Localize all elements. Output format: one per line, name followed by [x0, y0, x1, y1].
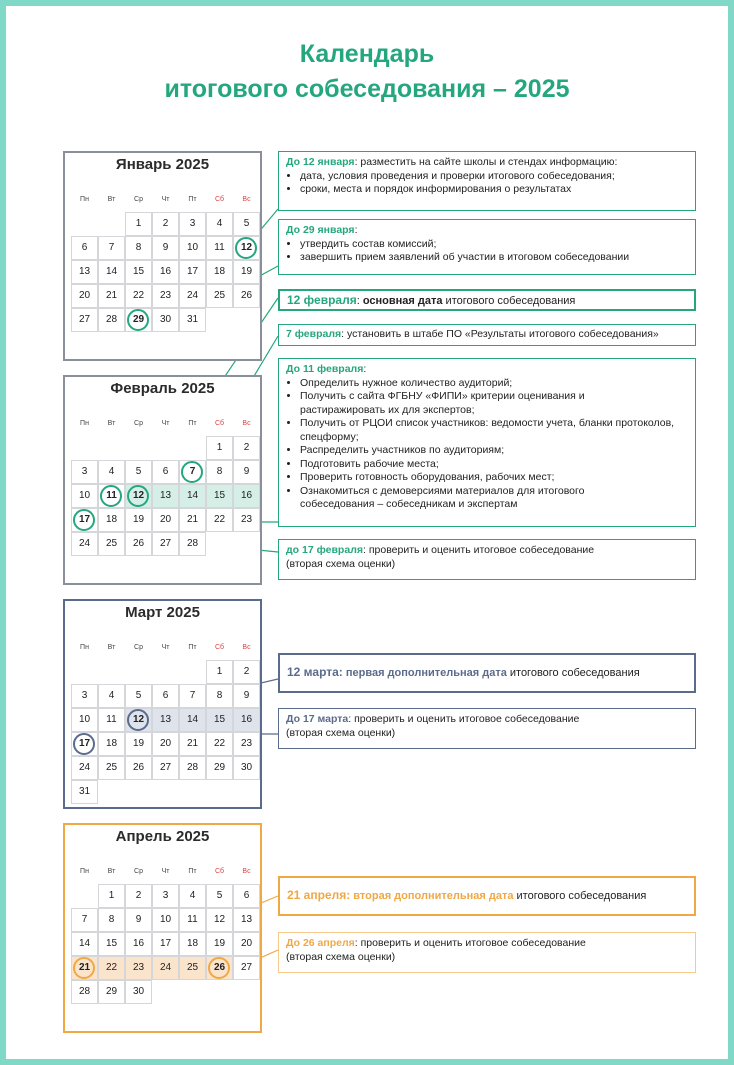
- day-cell: 29: [206, 756, 233, 780]
- day-cell: 11: [206, 236, 233, 260]
- note-apr26-line2: (вторая схема оценки): [286, 950, 396, 963]
- day-cell: 6: [152, 460, 179, 484]
- day-cell: 30: [152, 308, 179, 332]
- day-cell: 4: [179, 884, 206, 908]
- day-cell: 13: [152, 708, 179, 732]
- day-cell: 16: [125, 932, 152, 956]
- weekday-label: Вс: [242, 644, 251, 651]
- day-cell: 29: [98, 980, 125, 1004]
- day-cell: 8: [206, 460, 233, 484]
- note-feb7-text: : установить в штабе ПО «Результаты итогового собеседования»: [341, 328, 659, 340]
- calendar-title: Январь 2025: [115, 156, 210, 173]
- day-cell: 10: [71, 708, 98, 732]
- note-feb11-item: • Проверить готовность оборудования, рабочих мест;: [300, 471, 688, 485]
- day-cell: 9: [233, 684, 260, 708]
- note-jan29-item: • завершить прием заявлений об участии в итоговом собеседовании: [300, 251, 688, 265]
- day-cell: 13: [233, 908, 260, 932]
- weekday-label: Ср: [134, 196, 143, 203]
- day-cell: 25: [98, 756, 125, 780]
- note-apr21-text: итогового собеседования: [513, 890, 647, 902]
- day-cell: 22: [98, 956, 125, 980]
- note-feb11-item: • Подготовить рабочие места;: [300, 458, 688, 472]
- day-cell: 26: [206, 956, 233, 980]
- day-circle-marker: [127, 709, 149, 731]
- day-cell: 18: [206, 260, 233, 284]
- day-circle-marker: [235, 237, 257, 259]
- weekday-label: Вт: [107, 868, 116, 875]
- weekday-label: Вс: [242, 868, 251, 875]
- day-cell: 22: [206, 732, 233, 756]
- day-cell: 22: [206, 508, 233, 532]
- weekday-label: Вс: [242, 420, 251, 427]
- note-feb11-item: • Получить с сайта ФГБНУ «ФИПИ» критерии оценивания и растиражировать их для экспертов;: [300, 390, 620, 417]
- day-cell: 12: [206, 908, 233, 932]
- day-cell: 7: [179, 460, 206, 484]
- day-cell: 24: [71, 756, 98, 780]
- day-cell: 15: [98, 932, 125, 956]
- day-cell: 19: [125, 732, 152, 756]
- day-cell: 10: [152, 908, 179, 932]
- day-cell: 11: [98, 484, 125, 508]
- note-feb12-head: 12 февраля: [287, 293, 357, 307]
- day-cell: 25: [98, 532, 125, 556]
- day-cell: 9: [233, 460, 260, 484]
- day-cell: 27: [152, 532, 179, 556]
- day-cell: 17: [152, 932, 179, 956]
- weekday-label: Ср: [134, 420, 143, 427]
- page-title-line2: итогового собеседования – 2025: [164, 75, 570, 103]
- day-cell: 7: [179, 684, 206, 708]
- day-cell: 20: [233, 932, 260, 956]
- day-cell: 10: [71, 484, 98, 508]
- weekday-label: Сб: [214, 420, 225, 427]
- note-feb7: [278, 324, 696, 346]
- day-cell: 20: [152, 508, 179, 532]
- day-cell: 6: [152, 684, 179, 708]
- day-cell: 19: [206, 932, 233, 956]
- day-cell: 29: [125, 308, 152, 332]
- day-cell: 1: [206, 660, 233, 684]
- day-cell: 1: [206, 436, 233, 460]
- day-cell: 4: [206, 212, 233, 236]
- note-feb11-item: • Определить нужное количество аудиторий;: [300, 377, 688, 391]
- day-cell: 14: [179, 484, 206, 508]
- day-cell: 2: [152, 212, 179, 236]
- day-cell: 13: [71, 260, 98, 284]
- weekday-label: Ср: [134, 868, 143, 875]
- day-cell: 4: [98, 684, 125, 708]
- day-cell: 22: [125, 284, 152, 308]
- note-jan12-item: • сроки, места и порядок информирования о результатах: [300, 183, 688, 197]
- calendar-february: [63, 375, 262, 585]
- note-jan12-item: • дата, условия проведения и проверки итогового собеседования;: [300, 170, 688, 184]
- note-mar17-head: До 17 марта: [286, 713, 349, 725]
- day-cell: 9: [152, 236, 179, 260]
- day-cell: 24: [71, 532, 98, 556]
- day-cell: 12: [125, 708, 152, 732]
- day-cell: 16: [233, 484, 260, 508]
- day-cell: 11: [179, 908, 206, 932]
- day-cell: 3: [179, 212, 206, 236]
- note-jan12-text: : разместить на сайте школы и стендах информацию:: [354, 156, 618, 168]
- day-cell: 25: [206, 284, 233, 308]
- weekday-label: Вт: [107, 196, 116, 203]
- note-mar17: [278, 708, 696, 749]
- note-feb11-item: • Распределить участников по аудиториям;: [300, 444, 688, 458]
- weekday-label: Вт: [107, 420, 116, 427]
- day-cell: 16: [152, 260, 179, 284]
- calendar-january: [63, 151, 262, 361]
- day-cell: 19: [233, 260, 260, 284]
- day-cell: 6: [71, 236, 98, 260]
- day-cell: 24: [179, 284, 206, 308]
- calendar-title: Апрель 2025: [115, 828, 210, 845]
- day-cell: 17: [71, 732, 98, 756]
- note-feb17-text: : проверить и оценить итоговое собеседование: [363, 544, 595, 556]
- day-cell: 21: [98, 284, 125, 308]
- day-cell: 30: [233, 756, 260, 780]
- day-cell: 10: [179, 236, 206, 260]
- day-cell: 15: [125, 260, 152, 284]
- note-feb17-line2: (вторая схема оценки): [286, 557, 396, 570]
- day-circle-marker: [208, 957, 230, 979]
- weekday-label: Вс: [242, 196, 251, 203]
- day-cell: 15: [206, 484, 233, 508]
- note-feb11-text: :: [363, 363, 367, 375]
- note-apr26-head: До 26 апреля: [286, 937, 355, 949]
- note-jan29-item: • утвердить состав комиссий;: [300, 238, 688, 252]
- day-cell: 7: [98, 236, 125, 260]
- day-cell: 14: [71, 932, 98, 956]
- note-mar12-bold: первая дополнительная дата: [342, 667, 507, 679]
- day-cell: 4: [98, 460, 125, 484]
- weekday-label: Пн: [80, 196, 89, 203]
- note-mar17-line2: (вторая схема оценки): [286, 726, 396, 739]
- note-apr21-bold: вторая дополнительная дата: [350, 890, 514, 902]
- note-mar12-head: 12 марта:: [287, 665, 343, 679]
- day-cell: 14: [179, 708, 206, 732]
- day-cell: 3: [71, 684, 98, 708]
- day-cell: 5: [125, 460, 152, 484]
- page-title-line1: Календарь: [299, 40, 435, 68]
- weekday-label: Вт: [107, 644, 116, 651]
- day-cell: 2: [233, 436, 260, 460]
- weekday-label: Пн: [80, 868, 89, 875]
- day-cell: 24: [152, 956, 179, 980]
- note-jan12: [278, 151, 696, 211]
- weekday-label: Чт: [161, 420, 170, 427]
- day-cell: 30: [125, 980, 152, 1004]
- day-cell: 5: [233, 212, 260, 236]
- day-circle-marker: [100, 485, 122, 507]
- day-cell: 28: [71, 980, 98, 1004]
- day-cell: 28: [179, 532, 206, 556]
- day-cell: 14: [98, 260, 125, 284]
- day-cell: 23: [152, 284, 179, 308]
- note-apr26: [278, 932, 696, 973]
- day-cell: 12: [125, 484, 152, 508]
- day-circle-marker: [127, 309, 149, 331]
- weekday-label: Пт: [188, 868, 197, 875]
- day-cell: 26: [125, 756, 152, 780]
- day-cell: 1: [98, 884, 125, 908]
- calendar-april: [63, 823, 262, 1033]
- note-feb17-head: до 17 февраля: [286, 544, 363, 556]
- weekday-label: Чт: [161, 644, 170, 651]
- weekday-label: Сб: [214, 196, 225, 203]
- day-cell: 13: [152, 484, 179, 508]
- note-feb12-text: итогового собеседования: [442, 295, 576, 307]
- weekday-label: Ср: [134, 644, 143, 651]
- day-circle-marker: [181, 461, 203, 483]
- weekday-label: Пн: [80, 644, 89, 651]
- weekday-label: Пт: [188, 644, 197, 651]
- day-cell: 18: [98, 508, 125, 532]
- day-cell: 12: [233, 236, 260, 260]
- day-cell: 2: [233, 660, 260, 684]
- day-cell: 11: [98, 708, 125, 732]
- day-cell: 23: [233, 732, 260, 756]
- day-cell: 26: [233, 284, 260, 308]
- day-cell: 7: [71, 908, 98, 932]
- day-cell: 9: [125, 908, 152, 932]
- note-feb11-item: • Ознакомиться с демоверсиями материалов для итогового собеседования – собеседникам и экспертам: [300, 485, 645, 512]
- day-cell: 21: [71, 956, 98, 980]
- day-cell: 5: [206, 884, 233, 908]
- note-feb12-bold: основная дата: [362, 295, 443, 307]
- day-cell: 19: [125, 508, 152, 532]
- day-cell: 6: [233, 884, 260, 908]
- day-circle-marker: [73, 733, 95, 755]
- day-circle-marker: [73, 957, 95, 979]
- note-feb12: 12 февраля: основная дата итогового собеседования: [278, 289, 696, 311]
- note-feb17: [278, 539, 696, 580]
- day-cell: 3: [152, 884, 179, 908]
- day-cell: 16: [233, 708, 260, 732]
- weekday-label: Сб: [214, 868, 225, 875]
- day-cell: 28: [179, 756, 206, 780]
- note-jan12-head: До 12 января: [286, 156, 355, 168]
- day-cell: 26: [125, 532, 152, 556]
- day-cell: 8: [98, 908, 125, 932]
- note-feb11: [278, 358, 696, 527]
- weekday-label: Пт: [188, 420, 197, 427]
- day-cell: 8: [206, 684, 233, 708]
- calendar-title: Февраль 2025: [110, 380, 215, 397]
- weekday-label: Пт: [188, 196, 197, 203]
- day-cell: 18: [98, 732, 125, 756]
- weekday-label: Чт: [161, 868, 170, 875]
- calendar-march: [63, 599, 262, 809]
- day-cell: 21: [179, 732, 206, 756]
- note-apr26-text: : проверить и оценить итоговое собеседование: [354, 937, 586, 949]
- day-cell: 1: [125, 212, 152, 236]
- note-mar12-text: итогового собеседования: [506, 667, 640, 679]
- day-cell: 8: [125, 236, 152, 260]
- day-cell: 25: [179, 956, 206, 980]
- day-cell: 27: [71, 308, 98, 332]
- note-jan29: [278, 219, 696, 275]
- note-mar17-text: : проверить и оценить итоговое собеседование: [348, 713, 580, 725]
- day-cell: 2: [125, 884, 152, 908]
- note-apr21: [278, 876, 696, 916]
- day-cell: 23: [233, 508, 260, 532]
- day-cell: 17: [71, 508, 98, 532]
- note-mar12: [278, 653, 696, 693]
- calendar-title: Март 2025: [125, 604, 200, 621]
- day-cell: 23: [125, 956, 152, 980]
- day-cell: 18: [179, 932, 206, 956]
- note-feb11-head: До 11 февраля: [286, 363, 364, 375]
- day-cell: 28: [98, 308, 125, 332]
- note-feb11-item: • Получить от РЦОИ список участников: ведомости учета, бланки протоколов, спецформу;: [300, 417, 675, 444]
- day-cell: 20: [152, 732, 179, 756]
- note-jan29-head: До 29 января: [286, 224, 355, 236]
- day-cell: 3: [71, 460, 98, 484]
- weekday-label: Пн: [80, 420, 89, 427]
- note-jan29-text: :: [354, 224, 358, 236]
- day-cell: 15: [206, 708, 233, 732]
- day-circle-marker: [127, 485, 149, 507]
- day-cell: 17: [179, 260, 206, 284]
- weekday-label: Чт: [161, 196, 170, 203]
- day-cell: 21: [179, 508, 206, 532]
- note-apr21-head: 21 апреля:: [287, 888, 351, 902]
- day-cell: 27: [233, 956, 260, 980]
- day-cell: 31: [71, 780, 98, 804]
- note-feb7-head: 7 февраля: [286, 328, 342, 340]
- day-cell: 27: [152, 756, 179, 780]
- weekday-label: Сб: [214, 644, 225, 651]
- day-cell: 5: [125, 684, 152, 708]
- day-cell: 20: [71, 284, 98, 308]
- day-cell: 31: [179, 308, 206, 332]
- day-circle-marker: [73, 509, 95, 531]
